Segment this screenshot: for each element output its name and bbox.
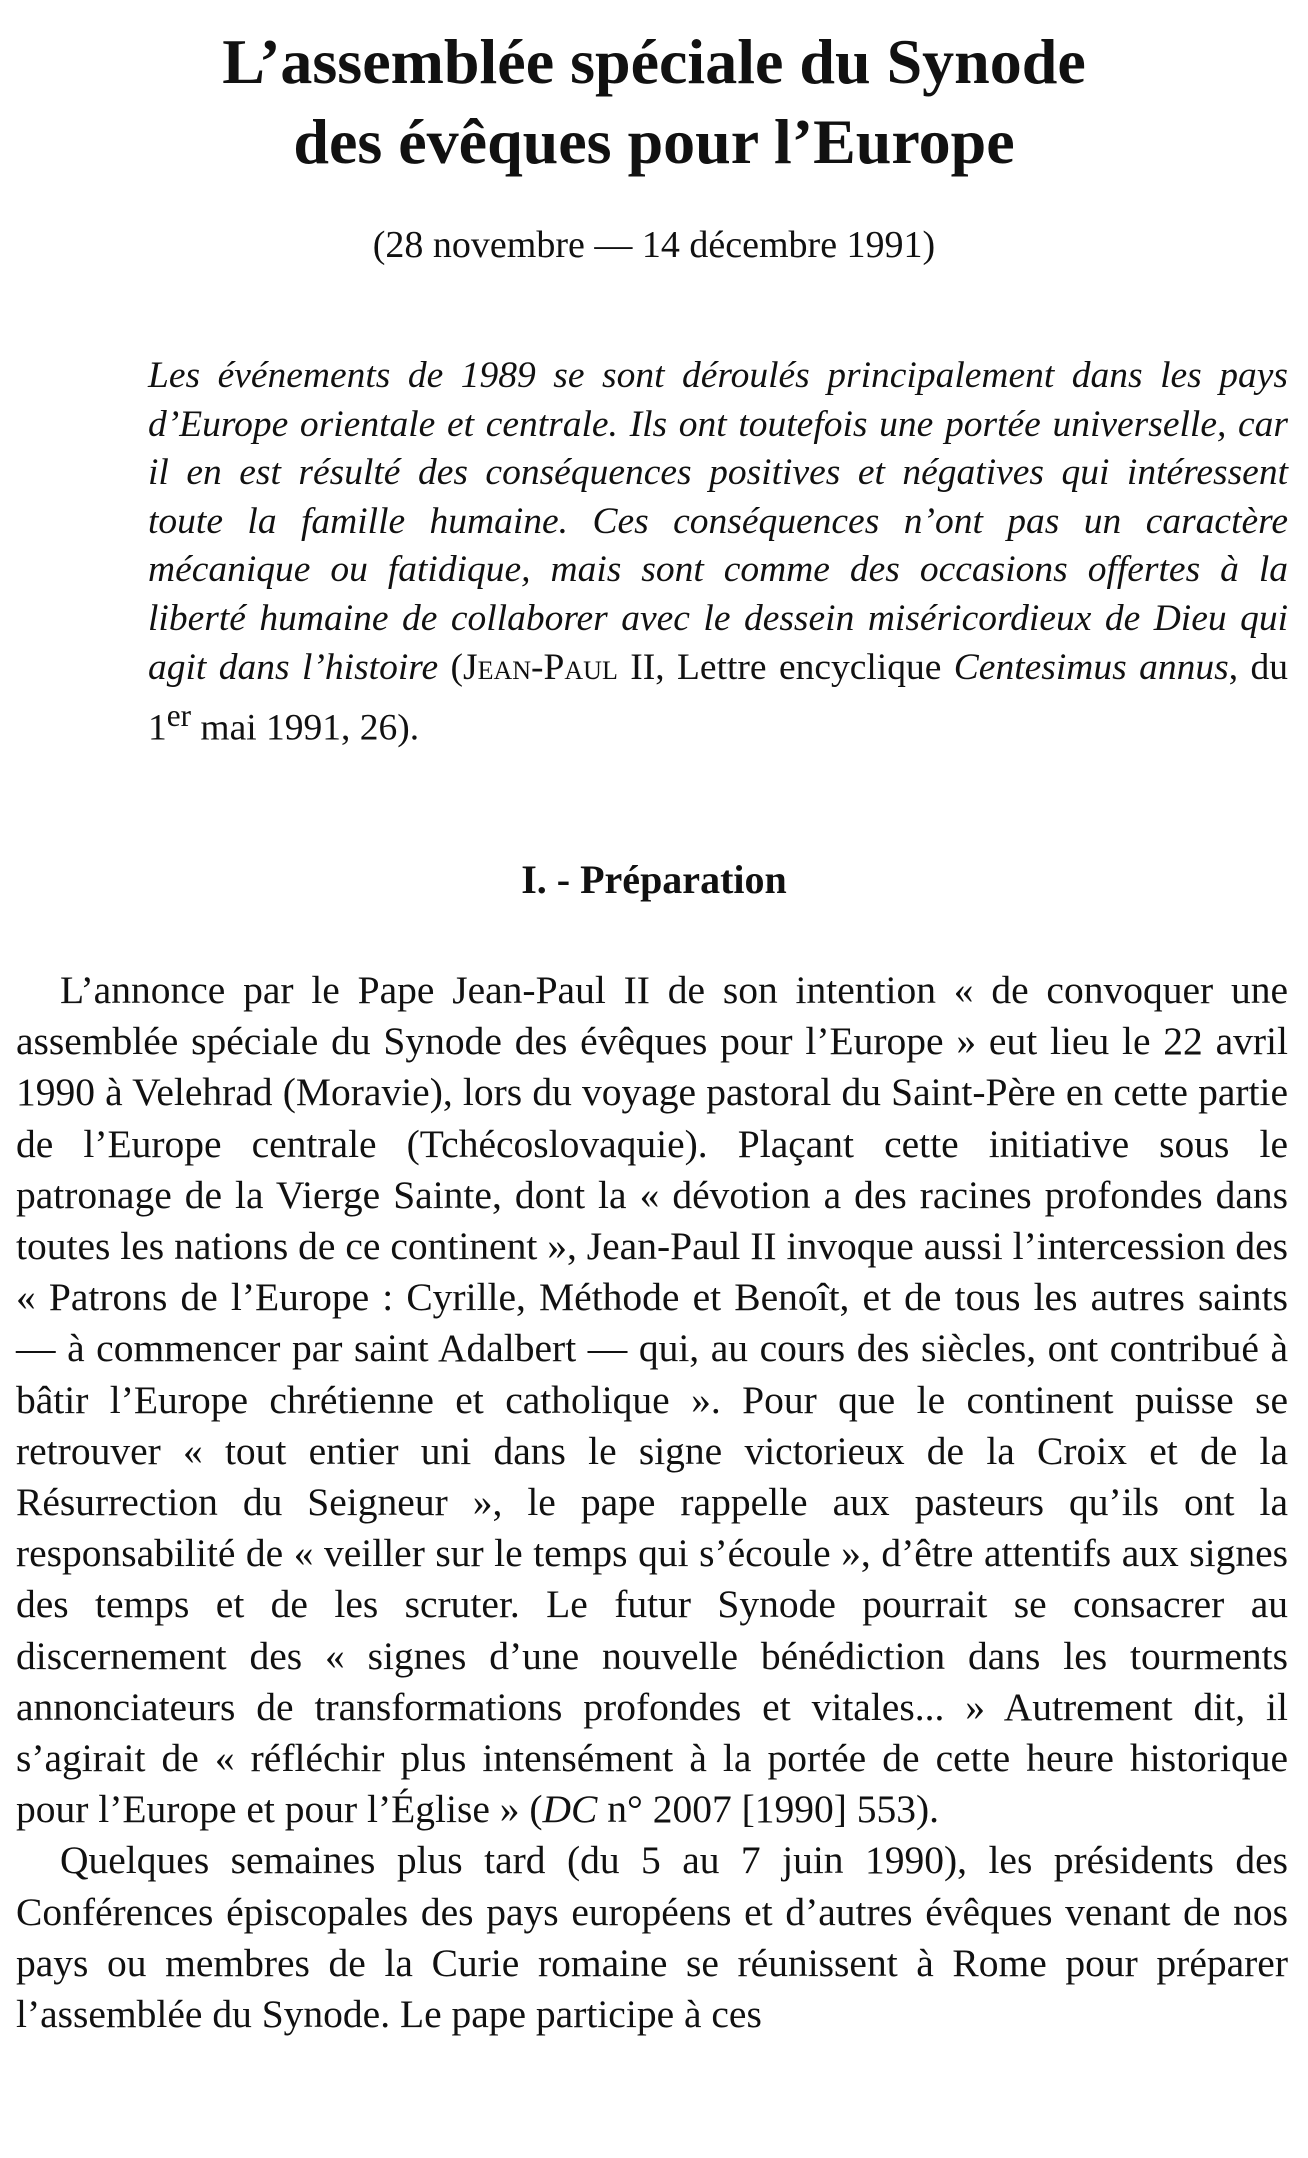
citation-open: ( [438, 646, 464, 688]
citation-mid: , Lettre encyclique [655, 646, 954, 688]
paragraph-2: Quelques semaines plus tard (du 5 au 7 juin 1990), les présidents des Conférences épiscopales des pays européens et d’autres évêques venant de nos pays ou membres de la Curie romaine se réunissent à Rome pour préparer l’assemblée du Synode. Le pape participe à ces [16, 1838, 1288, 2037]
citation-date: , du 1 [148, 646, 1289, 749]
reference-abbreviation: DC [542, 1787, 598, 1832]
body-text [16, 965, 1288, 2040]
title-line-1: L’assemblée spéciale du Synode [222, 26, 1086, 97]
reference-rest: n° 2007 [1990] 553). [597, 1787, 940, 1832]
citation-superscript: er [166, 698, 192, 734]
citation-end: mai 1991, 26). [191, 707, 420, 749]
title-line-2: des évêques pour l’Europe [293, 106, 1015, 177]
paragraph-1-text: L’annonce par le Pape Jean-Paul II de son intention « de convoquer une assemblée spéciale du Synode des évêques pour l’Europe » eut lieu le 22 avril 1990 à Velehrad (Moravie), lors du voyage pastoral du Saint-Père en cette partie de l’Europe centrale (Tchécoslovaquie). Plaçant cette initiative sous le patronage de la Vierge Sainte, dont la « dévotion a des racines profondes dans toutes les nations de ce continent », Jean-Paul II invoque aussi l’intercession des « Patrons de l’Europe : Cyrille, Méthode et Benoît, et de tous les autres saints — à commencer par saint Adalbert — qui, au cours des siècles, ont contribué à bâtir l’Europe chrétienne et catholique ». Pour que le continent puisse se retrouver « tout entier uni dans le signe victorieux de la Croix et de la Résurrection du Seigneur », le pape rappelle aux pasteurs qu’ils ont la responsabilité de « veiller sur le temps qui s’écoule », d’être attentifs aux signes des temps et de les scruter. Le futur Synode pourrait se consacrer au discernement des « signes d’une nouvelle bénédiction dans les tourments annonciateurs de transformations profondes et vitales... » Autrement dit, il s’agirait de « réfléchir plus intensément à la portée de cette heure historique pour l’Europe et pour l’Église » ( [16, 968, 1288, 1832]
citation-work: Centesimus annus [953, 646, 1229, 688]
paragraph-1 [16, 965, 1288, 1835]
document-title [0, 22, 1308, 182]
citation-author: Jean-Paul II [463, 646, 656, 688]
epigraph [148, 352, 1288, 753]
section-heading: I. - Préparation [521, 857, 787, 902]
date-range: (28 novembre — 14 décembre 1991) [372, 224, 936, 266]
epigraph-quote: Les événements de 1989 se sont déroulés principalement dans les pays d’Europe orientale et centrale. Ils ont toutefois une portée universelle, car il en est résulté des conséquences positives et négatives qui intéressent toute la famille humaine. Ces conséquences n’ont pas un caractère mécanique ou fatidique, mais sont comme des occasions offertes à la liberté humaine de collaborer avec le dessein miséricordieux de Dieu qui agit dans l’histoire [148, 355, 1288, 688]
